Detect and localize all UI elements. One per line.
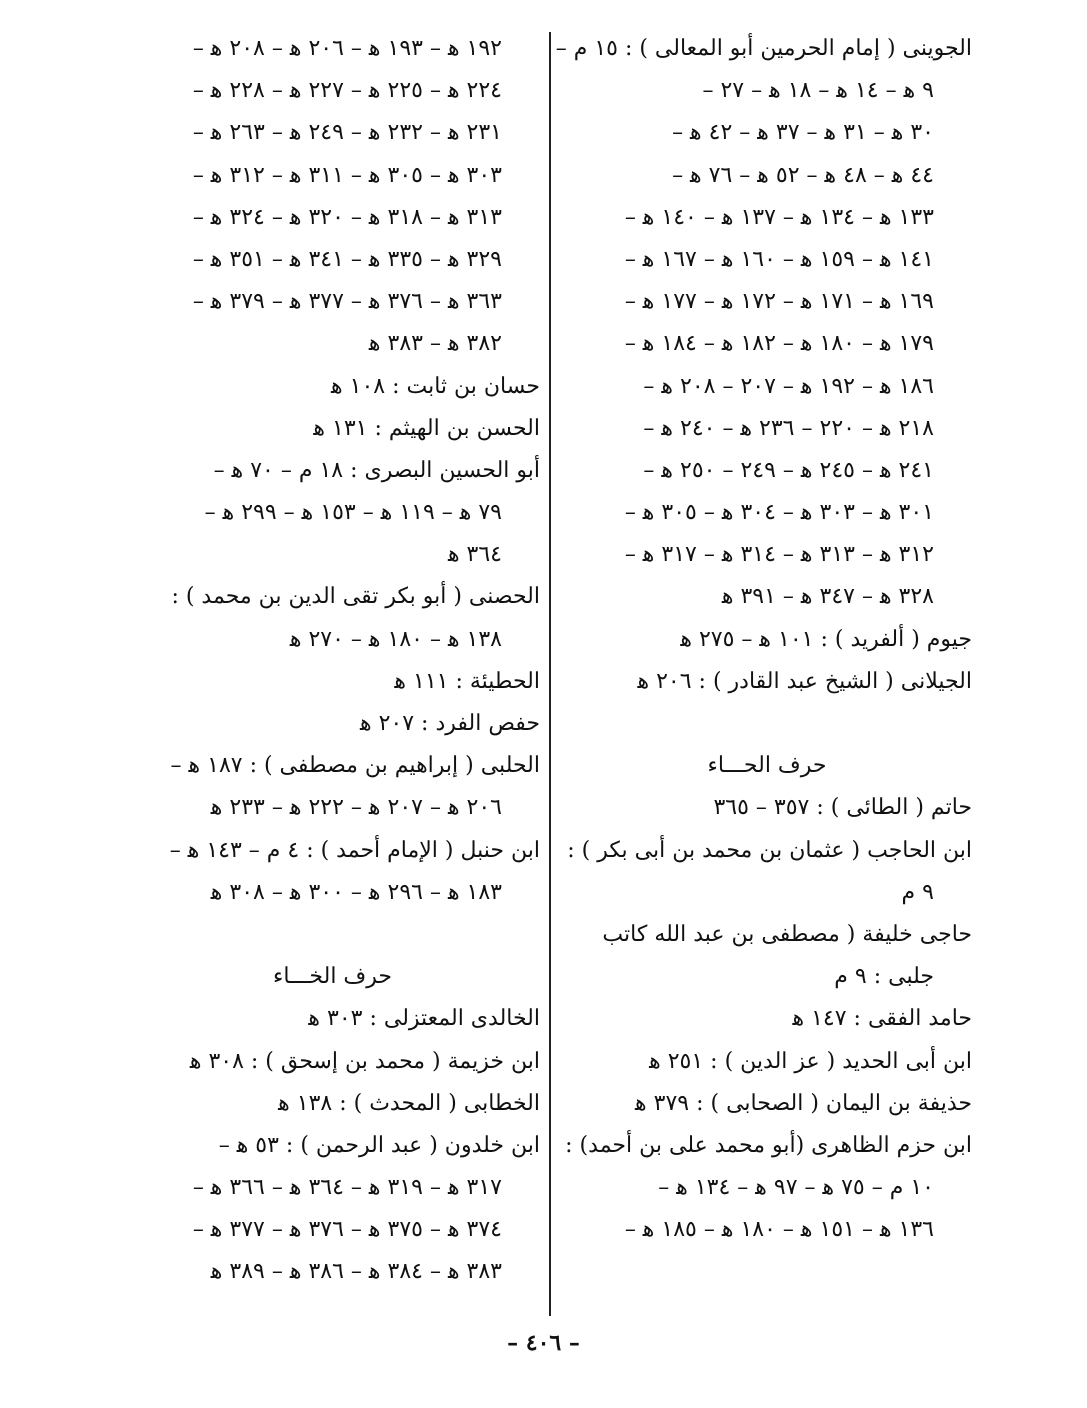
- index-entry-line: [125, 1167, 540, 1209]
- index-entry-text: ٢٣١ ﻫ – ٢٣٢ ﻫ – ٢٤٩ ﻫ – ٢٦٣ ﻫ –: [192, 120, 502, 146]
- index-entry-line: [125, 1125, 540, 1167]
- index-entry-line: [125, 408, 540, 450]
- index-entry-text: ٣١٣ ﻫ – ٣١٨ ﻫ – ٣٢٠ ﻫ – ٣٢٤ ﻫ –: [192, 204, 502, 230]
- index-entry-text: ٣٢٩ ﻫ – ٣٣٥ ﻫ – ٣٤١ ﻫ – ٣٥١ ﻫ –: [192, 246, 502, 272]
- index-entry-line: [562, 534, 972, 576]
- index-entry-line: [562, 787, 972, 829]
- index-entry-line: [562, 492, 972, 534]
- index-entry-line: [125, 619, 540, 661]
- index-entry-line: [125, 703, 540, 745]
- index-entry-text: حفص الفرد : ٢٠٧ ﻫ: [359, 711, 540, 736]
- index-entry-line: [562, 1125, 972, 1167]
- index-entry-text: ٩ ﻫ – ١٤ ﻫ – ١٨ ﻫ – ٢٧ –: [702, 78, 934, 104]
- column-divider: [549, 32, 551, 1316]
- index-entry-line: [125, 197, 540, 239]
- index-entry-text: ٣٠١ ﻫ – ٣٠٣ ﻫ – ٣٠٤ ﻫ – ٣٠٥ ﻫ –: [624, 500, 934, 526]
- index-entry-line: [562, 323, 972, 365]
- index-entry-text: ١٨٦ ﻫ – ١٩٢ ﻫ – ٢٠٧ – ٢٠٨ ﻫ –: [643, 373, 934, 399]
- index-entry-text: جيوم ( ألفريد ) : ١٠١ ﻫ – ٢٧٥ ﻫ: [680, 626, 972, 652]
- index-entry-line: [562, 366, 972, 408]
- index-column-left: [125, 28, 540, 1294]
- index-entry-line: [125, 576, 540, 618]
- index-entry-line: [562, 197, 972, 239]
- index-entry-text: ابن الحاجب ( عثمان بن محمد بن أبى بكر ) :: [567, 837, 972, 863]
- index-entry-text: ابن خلدون ( عبد الرحمن ) : ٥٣ ﻫ –: [218, 1132, 540, 1158]
- index-entry-text: ١٤١ ﻫ – ١٥٩ ﻫ – ١٦٠ ﻫ – ١٦٧ ﻫ –: [624, 246, 934, 272]
- index-entry-line: [125, 661, 540, 703]
- index-entry-text: حرف الخـــاء: [273, 964, 392, 990]
- index-entry-line: [562, 1083, 972, 1125]
- index-entry-text: ٢٠٦ ﻫ – ٢٠٧ ﻫ – ٢٢٢ ﻫ – ٢٣٣ ﻫ: [210, 795, 502, 821]
- index-entry-text: ٩ م: [901, 879, 934, 905]
- index-entry-line: [562, 450, 972, 492]
- index-entry-line: [562, 619, 972, 661]
- index-entry-text: ١٨٣ ﻫ – ٢٩٦ ﻫ – ٣٠٠ ﻫ – ٣٠٨ ﻫ: [210, 879, 502, 905]
- index-entry-line: [562, 830, 972, 872]
- index-entry-text: ٣٧٤ ﻫ – ٣٧٥ ﻫ – ٣٧٦ ﻫ – ٣٧٧ ﻫ –: [192, 1217, 502, 1243]
- index-entry-line: [125, 112, 540, 154]
- index-entry-text: ٣٨٣ ﻫ – ٣٨٤ ﻫ – ٣٨٦ ﻫ – ٣٨٩ ﻫ: [210, 1259, 502, 1285]
- index-entry-text: حذيفة بن اليمان ( الصحابى ) : ٣٧٩ ﻫ: [635, 1090, 972, 1116]
- index-entry-line: [562, 956, 972, 998]
- index-entry-text: الخطابى ( المحدث ) : ١٣٨ ﻫ: [278, 1090, 540, 1116]
- index-entry-text: الخالدى المعتزلى : ٣٠٣ ﻫ: [308, 1006, 540, 1032]
- index-entry-text: ٣١٧ ﻫ – ٣١٩ ﻫ – ٣٦٤ ﻫ – ٣٦٦ ﻫ –: [192, 1175, 502, 1201]
- index-entry-line: [125, 998, 540, 1040]
- index-entry-text: ابن أبى الحديد ( عز الدين ) : ٢٥١ ﻫ: [649, 1048, 972, 1074]
- index-entry-line: [125, 1083, 540, 1125]
- index-entry-text: ٣٦٤ ﻫ: [447, 542, 502, 568]
- index-entry-line: [562, 1041, 972, 1083]
- index-entry-text: ٣٨٢ ﻫ – ٣٨٣ ﻫ: [368, 331, 502, 357]
- index-entry-line: [125, 155, 540, 197]
- index-entry-text: حامد الفقى : ١٤٧ ﻫ: [792, 1006, 972, 1032]
- index-entry-line: [125, 323, 540, 365]
- index-entry-text: ٣٢٨ ﻫ – ٣٤٧ ﻫ – ٣٩١ ﻫ: [721, 584, 934, 610]
- index-entry-text: حاتم ( الطائى ) : ٣٥٧ – ٣٦٥: [713, 795, 972, 821]
- index-entry-text: ٣١٢ ﻫ – ٣١٣ ﻫ – ٣١٤ ﻫ – ٣١٧ ﻫ –: [624, 542, 934, 568]
- index-entry-line: [125, 366, 540, 408]
- index-entry-text: ٧٩ ﻫ – ١١٩ ﻫ – ١٥٣ ﻫ – ٢٩٩ ﻫ –: [204, 500, 502, 526]
- section-heading: [562, 745, 972, 787]
- index-entry-text: ٣٠٣ ﻫ – ٣٠٥ ﻫ – ٣١١ ﻫ – ٣١٢ ﻫ –: [192, 162, 502, 188]
- index-entry-line: [125, 787, 540, 829]
- index-entry-line: [562, 998, 972, 1040]
- index-entry-line: [125, 70, 540, 112]
- index-entry-line: [562, 239, 972, 281]
- index-entry-text: حسان بن ثابت : ١٠٨ ﻫ: [331, 373, 540, 399]
- index-entry-line: [555, 28, 972, 70]
- index-entry-text: الحطيئة : ١١١ ﻫ: [394, 668, 540, 694]
- index-entry-line: [562, 1167, 972, 1209]
- index-entry-line: [562, 70, 972, 112]
- index-entry-line: [562, 1209, 972, 1251]
- index-entry-line: [125, 1251, 540, 1293]
- index-entry-text: الحلبى ( إبراهيم بن مصطفى ) : ١٨٧ ﻫ –: [170, 753, 540, 779]
- index-entry-text: ١٦٩ ﻫ – ١٧١ ﻫ – ١٧٢ ﻫ – ١٧٧ ﻫ –: [624, 289, 934, 315]
- index-entry-text: ١٣٦ ﻫ – ١٥١ ﻫ – ١٨٠ ﻫ – ١٨٥ ﻫ –: [624, 1217, 934, 1243]
- index-entry-line: [125, 28, 540, 70]
- index-entry-text: ٣٦٣ ﻫ – ٣٧٦ ﻫ – ٣٧٧ ﻫ – ٣٧٩ ﻫ –: [192, 289, 502, 315]
- index-entry-text: ١٠ م – ٧٥ ﻫ – ٩٧ ﻫ – ١٣٤ ﻫ –: [658, 1175, 934, 1201]
- index-entry-text: حرف الحـــاء: [707, 753, 827, 779]
- index-entry-line: [562, 155, 972, 197]
- index-entry-line: [125, 1041, 540, 1083]
- index-entry-text: ابن حنبل ( الإمام أحمد ) : ٤ م – ١٤٣ ﻫ –: [169, 837, 540, 863]
- index-entry-line: [562, 281, 972, 323]
- index-entry-line: [125, 492, 540, 534]
- blank-line: [562, 703, 972, 745]
- index-entry-line: [125, 450, 540, 492]
- index-entry-line: [125, 1209, 540, 1251]
- index-entry-text: الحسن بن الهيثم : ١٣١ ﻫ: [313, 415, 540, 441]
- index-column-right: [555, 28, 972, 1251]
- index-entry-line: [125, 830, 540, 872]
- index-entry-line: [562, 576, 972, 618]
- index-entry-line: [125, 872, 540, 914]
- index-entry-line: [125, 534, 540, 576]
- index-entry-text: الجوينى ( إمام الحرمين أبو المعالى ) : ١٥ م –: [555, 36, 972, 61]
- index-entry-text: ١٣٣ ﻫ – ١٣٤ ﻫ – ١٣٧ ﻫ – ١٤٠ ﻫ –: [624, 204, 934, 230]
- index-entry-text: ابن حزم الظاهرى (أبو محمد على بن أحمد) :: [565, 1132, 972, 1158]
- index-entry-text: ٣٠ ﻫ – ٣١ ﻫ – ٣٧ ﻫ – ٤٢ ﻫ –: [672, 120, 934, 146]
- index-entry-line: [562, 914, 972, 956]
- page-number: – ٤٠٦ –: [507, 1330, 580, 1356]
- index-entry-line: [562, 112, 972, 154]
- index-entry-text: الحصنى ( أبو بكر تقى الدين بن محمد ) :: [171, 584, 540, 610]
- section-heading: [125, 956, 540, 998]
- index-entry-text: ١٩٢ ﻫ – ١٩٣ ﻫ – ٢٠٦ ﻫ – ٢٠٨ ﻫ –: [192, 36, 502, 61]
- index-entry-text: ١٣٨ ﻫ – ١٨٠ ﻫ – ٢٧٠ ﻫ: [289, 626, 502, 652]
- index-entry-text: الجيلانى ( الشيخ عبد القادر ) : ٢٠٦ ﻫ: [637, 668, 972, 694]
- index-entry-line: [562, 408, 972, 450]
- index-entry-text: ٢١٨ ﻫ – ٢٢٠ – ٢٣٦ ﻫ – ٢٤٠ ﻫ –: [643, 415, 934, 441]
- index-entry-line: [562, 661, 972, 703]
- index-entry-text: أبو الحسين البصرى : ١٨ م – ٧٠ ﻫ –: [213, 457, 540, 483]
- index-entry-text: ١٧٩ ﻫ – ١٨٠ ﻫ – ١٨٢ ﻫ – ١٨٤ ﻫ –: [624, 331, 934, 357]
- index-entry-line: [125, 239, 540, 281]
- index-entry-text: ٢٢٤ ﻫ – ٢٢٥ ﻫ – ٢٢٧ ﻫ – ٢٢٨ ﻫ –: [192, 78, 502, 104]
- index-entry-text: ٤٤ ﻫ – ٤٨ ﻫ – ٥٢ ﻫ – ٧٦ ﻫ –: [672, 162, 934, 188]
- index-entry-line: [125, 281, 540, 323]
- index-entry-line: [562, 872, 972, 914]
- index-entry-line: [125, 745, 540, 787]
- index-entry-text: جلبى : ٩ م: [834, 964, 934, 990]
- index-entry-text: ٢٤١ ﻫ – ٢٤٥ ﻫ – ٢٤٩ – ٢٥٠ ﻫ –: [643, 457, 934, 483]
- index-entry-text: ابن خزيمة ( محمد بن إسحق ) : ٣٠٨ ﻫ: [189, 1048, 540, 1074]
- blank-line: [125, 914, 540, 956]
- index-entry-text: حاجى خليفة ( مصطفى بن عبد الله كاتب: [602, 921, 972, 947]
